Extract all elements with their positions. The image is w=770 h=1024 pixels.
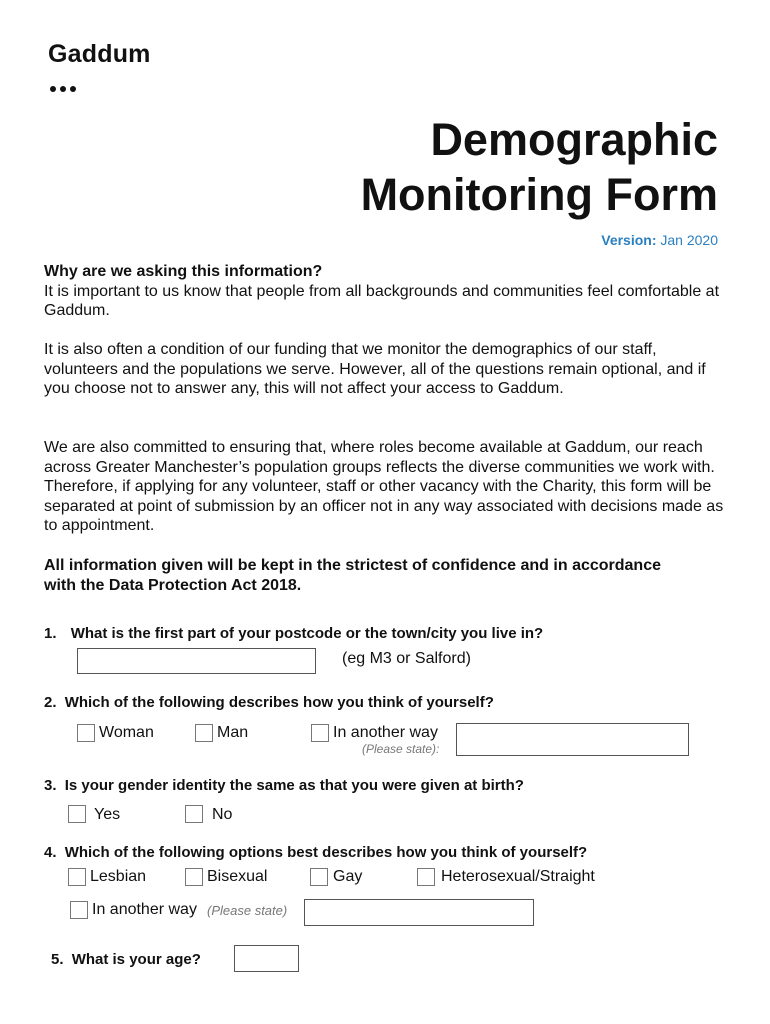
lesbian-label: Lesbian (90, 868, 147, 885)
page-title-line1: Demographic (430, 114, 718, 165)
orientation-other-input[interactable] (304, 899, 534, 926)
question-2-number: 2. (44, 694, 57, 711)
woman-checkbox[interactable] (77, 724, 95, 742)
question-1 (44, 625, 543, 642)
logo-dot (60, 86, 66, 92)
gender-other-checkbox[interactable] (311, 724, 329, 742)
gay-label: Gay (333, 868, 363, 885)
question-1-text: What is the first part of your postcode or the town/city you live in? (70, 625, 544, 642)
question-3-text: Is your gender identity the same as that you were given at birth? (64, 777, 524, 794)
question-3 (44, 777, 524, 794)
gender-other-label: In another way (333, 724, 438, 741)
postcode-input[interactable] (77, 648, 316, 674)
lesbian-checkbox[interactable] (68, 868, 86, 886)
bisexual-label: Bisexual (207, 868, 268, 885)
question-5-text: What is your age? (71, 951, 201, 968)
question-5-number: 5. (51, 951, 64, 968)
orientation-other-label: In another way (92, 901, 197, 918)
no-label: No (212, 806, 233, 823)
question-4 (44, 844, 587, 861)
version-info (601, 232, 718, 248)
man-checkbox[interactable] (195, 724, 213, 742)
age-input[interactable] (234, 945, 299, 972)
heterosexual-label: Heterosexual/Straight (441, 868, 595, 885)
yes-label: Yes (94, 806, 121, 823)
intro-paragraph-1: It is important to us know that people from all backgrounds and communities feel comfortable at Gaddum. (44, 282, 720, 319)
intro-paragraph-2: It is also often a condition of our funding that we monitor the demographics of our staff, volunteers and the populations we serve. However, all of the questions remain optional, and if you choose not to answer any, this will not affect your access to Gaddum. (44, 341, 706, 397)
no-checkbox[interactable] (185, 805, 203, 823)
yes-checkbox[interactable] (68, 805, 86, 823)
confidentiality-statement: All information given will be kept in the strictest of confidence and in accordance with the Data Protection Act 2018. (44, 557, 661, 594)
logo-dot (50, 86, 56, 92)
woman-label: Woman (99, 724, 154, 741)
question-5 (51, 951, 201, 968)
heterosexual-checkbox[interactable] (417, 868, 435, 886)
orientation-other-checkbox[interactable] (70, 901, 88, 919)
bisexual-checkbox[interactable] (185, 868, 203, 886)
gender-other-input[interactable] (456, 723, 689, 756)
orientation-other-hint: (Please state) (207, 903, 288, 918)
postcode-example: (eg M3 or Salford) (342, 650, 471, 667)
brand-logo-dots (50, 86, 76, 92)
intro-section (44, 262, 734, 321)
page-title-line2: Monitoring Form (360, 169, 718, 220)
version-label: Version: (601, 232, 657, 248)
question-4-text: Which of the following options best describes how you think of yourself? (64, 844, 588, 861)
intro-paragraph-3: We are also committed to ensuring that, where roles become available at Gaddum, our reach across Greater Manchester’s population groups reflects the diverse communities we work with. Therefore, if applying for any volunteer, staff or other vacancy with the Charity, this form will be separated at point of submission by an officer not in any way associated with decisions made as to appointment. (44, 439, 724, 534)
gay-checkbox[interactable] (310, 868, 328, 886)
version-value: Jan 2020 (660, 232, 718, 248)
question-2-text: Which of the following describes how you think of yourself? (64, 694, 494, 711)
brand-logo-text: Gaddum (48, 40, 151, 68)
intro-heading: Why are we asking this information? (44, 263, 323, 280)
question-3-number: 3. (44, 777, 57, 794)
logo-dot (70, 86, 76, 92)
question-4-number: 4. (44, 844, 57, 861)
page-title (361, 112, 718, 222)
man-label: Man (217, 724, 249, 741)
question-1-number: 1. (44, 625, 57, 642)
gender-other-hint: (Please state): (362, 742, 440, 756)
question-2 (44, 694, 494, 711)
